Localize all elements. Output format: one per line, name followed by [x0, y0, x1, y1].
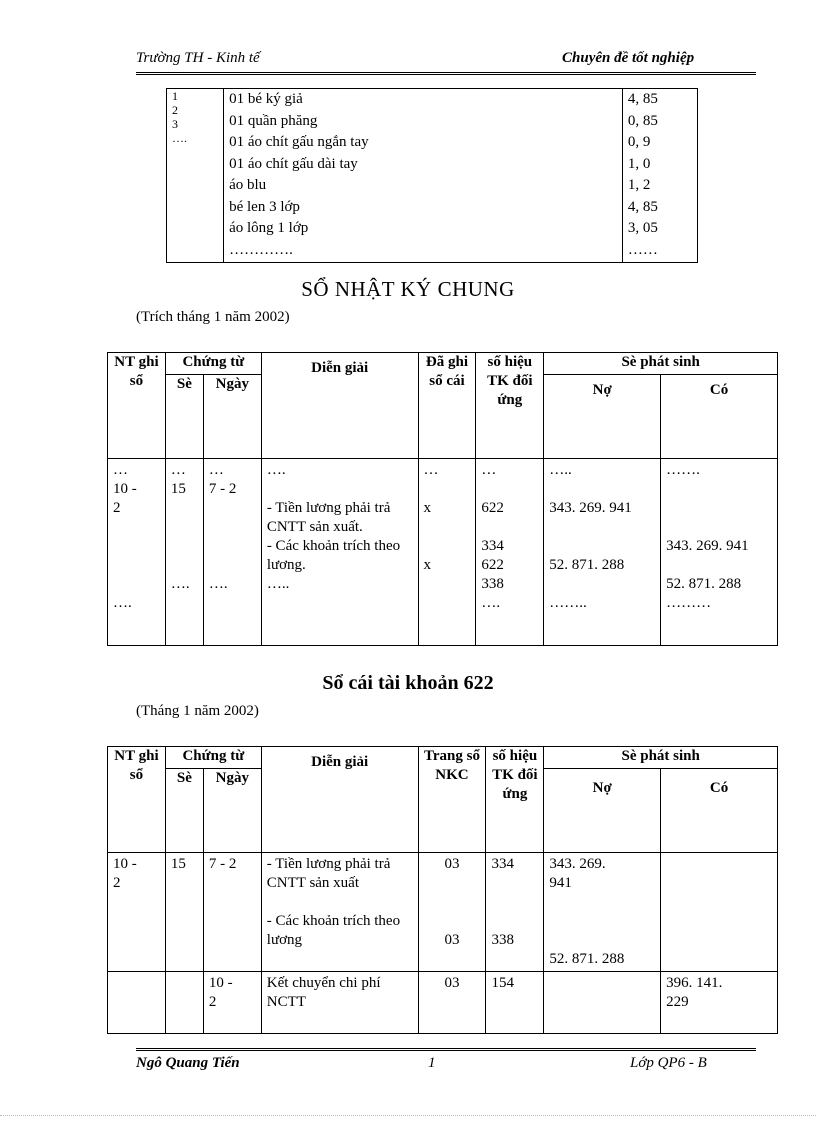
ledger-dien-giai: - Tiền lương phải trả CNTT sản xuất - Các khoản trích theo lương: [261, 853, 418, 972]
journal-subtitle: (Trích tháng 1 năm 2002): [136, 309, 290, 325]
ledger-co: 396. 141. 229: [661, 972, 778, 1034]
col-trang: Trang sổ NKC: [418, 747, 486, 853]
ledger-so-hieu: 154: [486, 972, 544, 1034]
journal-title: SỔ NHẬT KÝ CHUNG: [301, 277, 515, 301]
journal-nt: … 10 - 2 ….: [108, 459, 166, 646]
ledger-no: 343. 269. 941 52. 871. 288: [544, 853, 661, 972]
col-no: Nợ: [544, 769, 661, 853]
col-phat-sinh: Sè phát sinh: [544, 353, 778, 375]
ledger-ngay: 10 - 2: [203, 972, 261, 1034]
ledger-so: [165, 972, 203, 1034]
items-table: [166, 88, 698, 263]
item-name: 01 áo chít gấu ngắn tay: [229, 134, 369, 150]
footer-author: Ngô Quang Tiến: [136, 1055, 240, 1071]
footer-class: Lớp QP6 - B: [630, 1055, 707, 1071]
table-row: [108, 972, 778, 1034]
ledger-subtitle: (Tháng 1 năm 2002): [136, 703, 259, 719]
item-name: áo lông 1 lớp: [229, 220, 309, 236]
ledger-co: [661, 853, 778, 972]
item-value: ……: [627, 241, 658, 258]
footer-rule: [136, 1048, 756, 1051]
item-name: bé len 3 lớp: [229, 198, 300, 215]
ledger-title: Sổ cái tài khoản 622: [322, 672, 494, 694]
item-name: 01 bé ký giả: [229, 91, 303, 107]
col-ngay: Ngày: [203, 375, 261, 459]
journal-dien-giai: …. - Tiền lương phải trả CNTT sản xuất. - Các khoản trích theo lương. …..: [261, 459, 418, 646]
col-so-hieu: số hiệu TK đối ứng: [486, 747, 544, 853]
items-numbers: 1 2 3 ….: [167, 89, 224, 263]
header-topic: Chuyên đề tốt nghiệp: [562, 50, 695, 66]
header-rule: [136, 72, 756, 75]
col-dien-giai: Diễn giải: [261, 353, 418, 459]
ledger-trang: 03: [418, 972, 486, 1034]
col-so: Sè: [165, 769, 203, 853]
item-name: 01 áo chít gấu dài tay: [229, 155, 358, 172]
ledger-so: 15: [165, 853, 203, 972]
item-value: 1, 0: [627, 155, 651, 172]
item-value: 4, 85: [627, 198, 658, 215]
col-so-hieu: số hiệu TK đối ứng: [476, 353, 544, 459]
journal-ngay: … 7 - 2 ….: [203, 459, 261, 646]
journal-da-ghi: … x x: [418, 459, 476, 646]
col-co: Có: [661, 375, 778, 459]
journal-table: [107, 352, 778, 646]
ledger-no: [544, 972, 661, 1034]
col-nt: NT ghi sổ: [108, 747, 166, 853]
ledger-nt: 10 - 2: [108, 853, 166, 972]
col-phat-sinh: Sè phát sinh: [544, 747, 778, 769]
item-value: 0, 85: [627, 112, 658, 129]
col-chung-tu: Chứng từ: [165, 747, 261, 769]
item-name: áo blu: [229, 177, 267, 193]
item-value: 3, 05: [627, 220, 658, 236]
col-chung-tu: Chứng từ: [165, 353, 261, 375]
col-no: Nợ: [544, 375, 661, 459]
footer-page-number: 1: [428, 1055, 436, 1071]
items-names: [224, 89, 623, 263]
table-row: [108, 853, 778, 972]
header-school: Trường TH - Kinh tế: [136, 50, 260, 66]
journal-co: ……. 343. 269. 941 52. 871. 288 ………: [661, 459, 778, 646]
ledger-dien-giai: Kết chuyển chi phí NCTT: [261, 972, 418, 1034]
ledger-ngay: 7 - 2: [203, 853, 261, 972]
col-nt: NT ghi sổ: [108, 353, 166, 459]
ledger-table: [107, 746, 778, 1034]
col-dien-giai: Diễn giải: [261, 747, 418, 853]
item-value: 4, 85: [627, 91, 658, 107]
ledger-so-hieu: 334 338: [486, 853, 544, 972]
journal-so: … 15 ….: [165, 459, 203, 646]
ledger-nt: [108, 972, 166, 1034]
col-co: Có: [661, 769, 778, 853]
journal-so-hieu: … 622 334 622 338 ….: [476, 459, 544, 646]
item-name: 01 quần phăng: [229, 112, 318, 129]
col-ngay: Ngày: [203, 769, 261, 853]
col-da-ghi: Đã ghi sổ cái: [418, 353, 476, 459]
item-value: 0, 9: [627, 134, 651, 150]
items-values: [622, 89, 697, 263]
item-value: 1, 2: [627, 177, 651, 193]
journal-no: ….. 343. 269. 941 52. 871. 288 ……..: [544, 459, 661, 646]
ledger-trang: 03 03: [418, 853, 486, 972]
page-bottom-dotted-line: [0, 1115, 816, 1116]
item-name: ………….: [229, 241, 293, 258]
col-so: Sè: [165, 375, 203, 459]
